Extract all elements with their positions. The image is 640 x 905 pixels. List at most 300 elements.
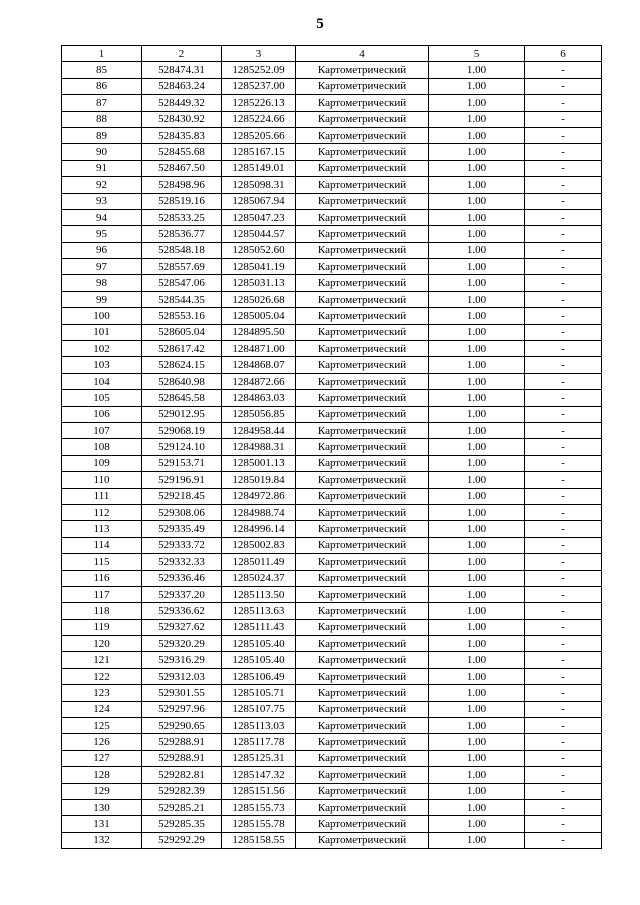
y-coordinate-cell: 1284872.66: [222, 373, 296, 389]
method-cell: Картометрический: [296, 193, 429, 209]
method-cell: Картометрический: [296, 111, 429, 127]
description-cell: -: [525, 455, 602, 471]
table-row: [62, 177, 602, 193]
method-cell: Картометрический: [296, 701, 429, 717]
description-cell: -: [525, 750, 602, 766]
accuracy-cell: 1.00: [429, 275, 525, 291]
x-coordinate-cell: 529301.55: [142, 685, 222, 701]
description-cell: -: [525, 390, 602, 406]
accuracy-cell: 1.00: [429, 439, 525, 455]
y-coordinate-cell: 1285113.63: [222, 603, 296, 619]
y-coordinate-cell: 1285047.23: [222, 209, 296, 225]
table-row: [62, 291, 602, 307]
y-coordinate-cell: 1285149.01: [222, 160, 296, 176]
point-number-cell: 90: [62, 144, 142, 160]
method-cell: Картометрический: [296, 734, 429, 750]
point-number-cell: 88: [62, 111, 142, 127]
description-cell: -: [525, 603, 602, 619]
x-coordinate-cell: 529068.19: [142, 422, 222, 438]
method-cell: Картометрический: [296, 95, 429, 111]
table-row: [62, 144, 602, 160]
table-row: [62, 439, 602, 455]
y-coordinate-cell: 1285237.00: [222, 78, 296, 94]
x-coordinate-cell: 529153.71: [142, 455, 222, 471]
accuracy-cell: 1.00: [429, 455, 525, 471]
point-number-cell: 100: [62, 308, 142, 324]
method-cell: Картометрический: [296, 242, 429, 258]
method-cell: Картометрический: [296, 816, 429, 832]
x-coordinate-cell: 529288.91: [142, 734, 222, 750]
method-cell: Картометрический: [296, 308, 429, 324]
coordinates-table: [61, 45, 602, 849]
method-cell: Картометрический: [296, 259, 429, 275]
accuracy-cell: 1.00: [429, 504, 525, 520]
method-cell: Картометрический: [296, 554, 429, 570]
x-coordinate-cell: 528498.96: [142, 177, 222, 193]
description-cell: -: [525, 718, 602, 734]
point-number-cell: 124: [62, 701, 142, 717]
table-row: [62, 390, 602, 406]
x-coordinate-cell: 528548.18: [142, 242, 222, 258]
accuracy-cell: 1.00: [429, 652, 525, 668]
x-coordinate-cell: 528645.58: [142, 390, 222, 406]
accuracy-cell: 1.00: [429, 62, 525, 78]
accuracy-cell: 1.00: [429, 160, 525, 176]
accuracy-cell: 1.00: [429, 799, 525, 815]
x-coordinate-cell: 529316.29: [142, 652, 222, 668]
table-row: [62, 341, 602, 357]
accuracy-cell: 1.00: [429, 685, 525, 701]
description-cell: -: [525, 537, 602, 553]
accuracy-cell: 1.00: [429, 619, 525, 635]
method-cell: Картометрический: [296, 767, 429, 783]
table-row: [62, 488, 602, 504]
point-number-cell: 129: [62, 783, 142, 799]
y-coordinate-cell: 1285026.68: [222, 291, 296, 307]
y-coordinate-cell: 1285205.66: [222, 127, 296, 143]
accuracy-cell: 1.00: [429, 242, 525, 258]
description-cell: -: [525, 586, 602, 602]
point-number-cell: 99: [62, 291, 142, 307]
x-coordinate-cell: 529332.33: [142, 554, 222, 570]
y-coordinate-cell: 1285125.31: [222, 750, 296, 766]
table-header-row: [62, 46, 602, 62]
y-coordinate-cell: 1285113.03: [222, 718, 296, 734]
accuracy-cell: 1.00: [429, 537, 525, 553]
point-number-cell: 113: [62, 521, 142, 537]
x-coordinate-cell: 529327.62: [142, 619, 222, 635]
method-cell: Картометрический: [296, 488, 429, 504]
y-coordinate-cell: 1285158.55: [222, 832, 296, 848]
point-number-cell: 103: [62, 357, 142, 373]
x-coordinate-cell: 529336.46: [142, 570, 222, 586]
y-coordinate-cell: 1285041.19: [222, 259, 296, 275]
accuracy-cell: 1.00: [429, 554, 525, 570]
description-cell: -: [525, 636, 602, 652]
method-cell: Картометрический: [296, 144, 429, 160]
x-coordinate-cell: 529308.06: [142, 504, 222, 520]
description-cell: -: [525, 504, 602, 520]
accuracy-cell: 1.00: [429, 783, 525, 799]
y-coordinate-cell: 1285106.49: [222, 668, 296, 684]
table-row: [62, 619, 602, 635]
x-coordinate-cell: 528640.98: [142, 373, 222, 389]
point-number-cell: 112: [62, 504, 142, 520]
point-number-cell: 91: [62, 160, 142, 176]
y-coordinate-cell: 1284988.31: [222, 439, 296, 455]
y-coordinate-cell: 1285005.04: [222, 308, 296, 324]
x-coordinate-cell: 528455.68: [142, 144, 222, 160]
accuracy-cell: 1.00: [429, 521, 525, 537]
accuracy-cell: 1.00: [429, 291, 525, 307]
method-cell: Картометрический: [296, 603, 429, 619]
x-coordinate-cell: 529297.96: [142, 701, 222, 717]
description-cell: -: [525, 816, 602, 832]
method-cell: Картометрический: [296, 324, 429, 340]
table-row: [62, 767, 602, 783]
point-number-cell: 94: [62, 209, 142, 225]
x-coordinate-cell: 529282.81: [142, 767, 222, 783]
y-coordinate-cell: 1285019.84: [222, 472, 296, 488]
method-cell: Картометрический: [296, 472, 429, 488]
point-number-cell: 98: [62, 275, 142, 291]
method-cell: Картометрический: [296, 78, 429, 94]
table-row: [62, 521, 602, 537]
x-coordinate-cell: 529333.72: [142, 537, 222, 553]
y-coordinate-cell: 1285044.57: [222, 226, 296, 242]
description-cell: -: [525, 127, 602, 143]
description-cell: -: [525, 521, 602, 537]
point-number-cell: 121: [62, 652, 142, 668]
accuracy-cell: 1.00: [429, 111, 525, 127]
table-row: [62, 701, 602, 717]
table-row: [62, 406, 602, 422]
description-cell: -: [525, 832, 602, 848]
x-coordinate-cell: 528519.16: [142, 193, 222, 209]
accuracy-cell: 1.00: [429, 78, 525, 94]
point-number-cell: 85: [62, 62, 142, 78]
description-cell: -: [525, 570, 602, 586]
y-coordinate-cell: 1285031.13: [222, 275, 296, 291]
method-cell: Картометрический: [296, 619, 429, 635]
x-coordinate-cell: 529320.29: [142, 636, 222, 652]
method-cell: Картометрический: [296, 586, 429, 602]
accuracy-cell: 1.00: [429, 357, 525, 373]
x-coordinate-cell: 529288.91: [142, 750, 222, 766]
method-cell: Картометрический: [296, 799, 429, 815]
point-number-cell: 86: [62, 78, 142, 94]
description-cell: -: [525, 111, 602, 127]
point-number-cell: 97: [62, 259, 142, 275]
description-cell: -: [525, 62, 602, 78]
accuracy-cell: 1.00: [429, 324, 525, 340]
column-header: 5: [429, 46, 525, 62]
table-row: [62, 472, 602, 488]
description-cell: -: [525, 357, 602, 373]
accuracy-cell: 1.00: [429, 832, 525, 848]
accuracy-cell: 1.00: [429, 193, 525, 209]
y-coordinate-cell: 1285107.75: [222, 701, 296, 717]
method-cell: Картометрический: [296, 291, 429, 307]
method-cell: Картометрический: [296, 62, 429, 78]
method-cell: Картометрический: [296, 668, 429, 684]
method-cell: Картометрический: [296, 341, 429, 357]
method-cell: Картометрический: [296, 685, 429, 701]
description-cell: -: [525, 95, 602, 111]
point-number-cell: 132: [62, 832, 142, 848]
accuracy-cell: 1.00: [429, 472, 525, 488]
y-coordinate-cell: 1284958.44: [222, 422, 296, 438]
y-coordinate-cell: 1285067.94: [222, 193, 296, 209]
accuracy-cell: 1.00: [429, 701, 525, 717]
table-row: [62, 783, 602, 799]
accuracy-cell: 1.00: [429, 226, 525, 242]
point-number-cell: 131: [62, 816, 142, 832]
description-cell: -: [525, 291, 602, 307]
table-row: [62, 275, 602, 291]
point-number-cell: 92: [62, 177, 142, 193]
description-cell: -: [525, 226, 602, 242]
description-cell: -: [525, 177, 602, 193]
accuracy-cell: 1.00: [429, 177, 525, 193]
x-coordinate-cell: 529285.35: [142, 816, 222, 832]
description-cell: -: [525, 406, 602, 422]
method-cell: Картометрический: [296, 160, 429, 176]
description-cell: -: [525, 78, 602, 94]
table-row: [62, 504, 602, 520]
point-number-cell: 115: [62, 554, 142, 570]
table-row: [62, 78, 602, 94]
y-coordinate-cell: 1284895.50: [222, 324, 296, 340]
y-coordinate-cell: 1285011.49: [222, 554, 296, 570]
point-number-cell: 119: [62, 619, 142, 635]
point-number-cell: 107: [62, 422, 142, 438]
accuracy-cell: 1.00: [429, 488, 525, 504]
y-coordinate-cell: 1285147.32: [222, 767, 296, 783]
table-row: [62, 226, 602, 242]
point-number-cell: 93: [62, 193, 142, 209]
method-cell: Картометрический: [296, 718, 429, 734]
description-cell: -: [525, 193, 602, 209]
accuracy-cell: 1.00: [429, 259, 525, 275]
point-number-cell: 106: [62, 406, 142, 422]
x-coordinate-cell: 529285.21: [142, 799, 222, 815]
x-coordinate-cell: 528624.15: [142, 357, 222, 373]
table-row: [62, 160, 602, 176]
accuracy-cell: 1.00: [429, 406, 525, 422]
accuracy-cell: 1.00: [429, 95, 525, 111]
y-coordinate-cell: 1285002.83: [222, 537, 296, 553]
y-coordinate-cell: 1284868.07: [222, 357, 296, 373]
description-cell: -: [525, 209, 602, 225]
x-coordinate-cell: 529290.65: [142, 718, 222, 734]
point-number-cell: 122: [62, 668, 142, 684]
y-coordinate-cell: 1285056.85: [222, 406, 296, 422]
table-body: [62, 62, 602, 849]
accuracy-cell: 1.00: [429, 767, 525, 783]
method-cell: Картометрический: [296, 357, 429, 373]
x-coordinate-cell: 529218.45: [142, 488, 222, 504]
point-number-cell: 104: [62, 373, 142, 389]
x-coordinate-cell: 528544.35: [142, 291, 222, 307]
table-row: [62, 193, 602, 209]
description-cell: -: [525, 422, 602, 438]
table-row: [62, 685, 602, 701]
y-coordinate-cell: 1285105.71: [222, 685, 296, 701]
method-cell: Картометрический: [296, 832, 429, 848]
accuracy-cell: 1.00: [429, 734, 525, 750]
method-cell: Картометрический: [296, 521, 429, 537]
method-cell: Картометрический: [296, 127, 429, 143]
x-coordinate-cell: 528467.50: [142, 160, 222, 176]
y-coordinate-cell: 1285155.73: [222, 799, 296, 815]
table-row: [62, 554, 602, 570]
method-cell: Картометрический: [296, 177, 429, 193]
accuracy-cell: 1.00: [429, 636, 525, 652]
x-coordinate-cell: 528617.42: [142, 341, 222, 357]
method-cell: Картометрический: [296, 373, 429, 389]
table-row: [62, 373, 602, 389]
table-row: [62, 209, 602, 225]
table-row: [62, 750, 602, 766]
table-row: [62, 603, 602, 619]
x-coordinate-cell: 529337.20: [142, 586, 222, 602]
accuracy-cell: 1.00: [429, 373, 525, 389]
point-number-cell: 127: [62, 750, 142, 766]
method-cell: Картометрический: [296, 209, 429, 225]
x-coordinate-cell: 529336.62: [142, 603, 222, 619]
y-coordinate-cell: 1285105.40: [222, 652, 296, 668]
table-row: [62, 668, 602, 684]
accuracy-cell: 1.00: [429, 570, 525, 586]
accuracy-cell: 1.00: [429, 390, 525, 406]
table-row: [62, 570, 602, 586]
method-cell: Картометрический: [296, 537, 429, 553]
accuracy-cell: 1.00: [429, 816, 525, 832]
description-cell: -: [525, 373, 602, 389]
method-cell: Картометрический: [296, 504, 429, 520]
description-cell: -: [525, 472, 602, 488]
point-number-cell: 128: [62, 767, 142, 783]
point-number-cell: 110: [62, 472, 142, 488]
description-cell: -: [525, 668, 602, 684]
point-number-cell: 102: [62, 341, 142, 357]
method-cell: Картометрический: [296, 226, 429, 242]
table-row: [62, 734, 602, 750]
description-cell: -: [525, 144, 602, 160]
column-header: 1: [62, 46, 142, 62]
method-cell: Картометрический: [296, 652, 429, 668]
x-coordinate-cell: 529282.39: [142, 783, 222, 799]
accuracy-cell: 1.00: [429, 308, 525, 324]
description-cell: -: [525, 160, 602, 176]
x-coordinate-cell: 528463.24: [142, 78, 222, 94]
point-number-cell: 125: [62, 718, 142, 734]
y-coordinate-cell: 1285117.78: [222, 734, 296, 750]
point-number-cell: 116: [62, 570, 142, 586]
point-number-cell: 118: [62, 603, 142, 619]
accuracy-cell: 1.00: [429, 341, 525, 357]
x-coordinate-cell: 528474.31: [142, 62, 222, 78]
accuracy-cell: 1.00: [429, 718, 525, 734]
column-header: 4: [296, 46, 429, 62]
point-number-cell: 95: [62, 226, 142, 242]
table-row: [62, 636, 602, 652]
accuracy-cell: 1.00: [429, 127, 525, 143]
x-coordinate-cell: 528435.83: [142, 127, 222, 143]
column-header: 3: [222, 46, 296, 62]
description-cell: -: [525, 554, 602, 570]
point-number-cell: 126: [62, 734, 142, 750]
method-cell: Картометрический: [296, 570, 429, 586]
y-coordinate-cell: 1285226.13: [222, 95, 296, 111]
x-coordinate-cell: 528605.04: [142, 324, 222, 340]
method-cell: Картометрический: [296, 422, 429, 438]
accuracy-cell: 1.00: [429, 750, 525, 766]
table-row: [62, 816, 602, 832]
table-row: [62, 652, 602, 668]
method-cell: Картометрический: [296, 783, 429, 799]
y-coordinate-cell: 1284972.86: [222, 488, 296, 504]
description-cell: -: [525, 488, 602, 504]
y-coordinate-cell: 1284863.03: [222, 390, 296, 406]
column-header: 2: [142, 46, 222, 62]
table-row: [62, 537, 602, 553]
column-header: 6: [525, 46, 602, 62]
method-cell: Картометрический: [296, 636, 429, 652]
accuracy-cell: 1.00: [429, 668, 525, 684]
table-row: [62, 455, 602, 471]
y-coordinate-cell: 1285111.43: [222, 619, 296, 635]
table-row: [62, 242, 602, 258]
description-cell: -: [525, 619, 602, 635]
x-coordinate-cell: 529335.49: [142, 521, 222, 537]
y-coordinate-cell: 1285105.40: [222, 636, 296, 652]
x-coordinate-cell: 528449.32: [142, 95, 222, 111]
table-row: [62, 799, 602, 815]
accuracy-cell: 1.00: [429, 586, 525, 602]
y-coordinate-cell: 1285113.50: [222, 586, 296, 602]
point-number-cell: 117: [62, 586, 142, 602]
accuracy-cell: 1.00: [429, 422, 525, 438]
point-number-cell: 96: [62, 242, 142, 258]
y-coordinate-cell: 1285151.56: [222, 783, 296, 799]
description-cell: -: [525, 439, 602, 455]
point-number-cell: 123: [62, 685, 142, 701]
description-cell: -: [525, 799, 602, 815]
table-row: [62, 111, 602, 127]
description-cell: -: [525, 783, 602, 799]
method-cell: Картометрический: [296, 455, 429, 471]
table-row: [62, 62, 602, 78]
accuracy-cell: 1.00: [429, 144, 525, 160]
y-coordinate-cell: 1285252.09: [222, 62, 296, 78]
description-cell: -: [525, 734, 602, 750]
point-number-cell: 120: [62, 636, 142, 652]
x-coordinate-cell: 529012.95: [142, 406, 222, 422]
method-cell: Картометрический: [296, 439, 429, 455]
description-cell: -: [525, 259, 602, 275]
table-row: [62, 259, 602, 275]
table-row: [62, 357, 602, 373]
y-coordinate-cell: 1285098.31: [222, 177, 296, 193]
method-cell: Картометрический: [296, 390, 429, 406]
page-number: 5: [316, 16, 324, 32]
table-row: [62, 586, 602, 602]
table-row: [62, 95, 602, 111]
point-number-cell: 101: [62, 324, 142, 340]
accuracy-cell: 1.00: [429, 209, 525, 225]
